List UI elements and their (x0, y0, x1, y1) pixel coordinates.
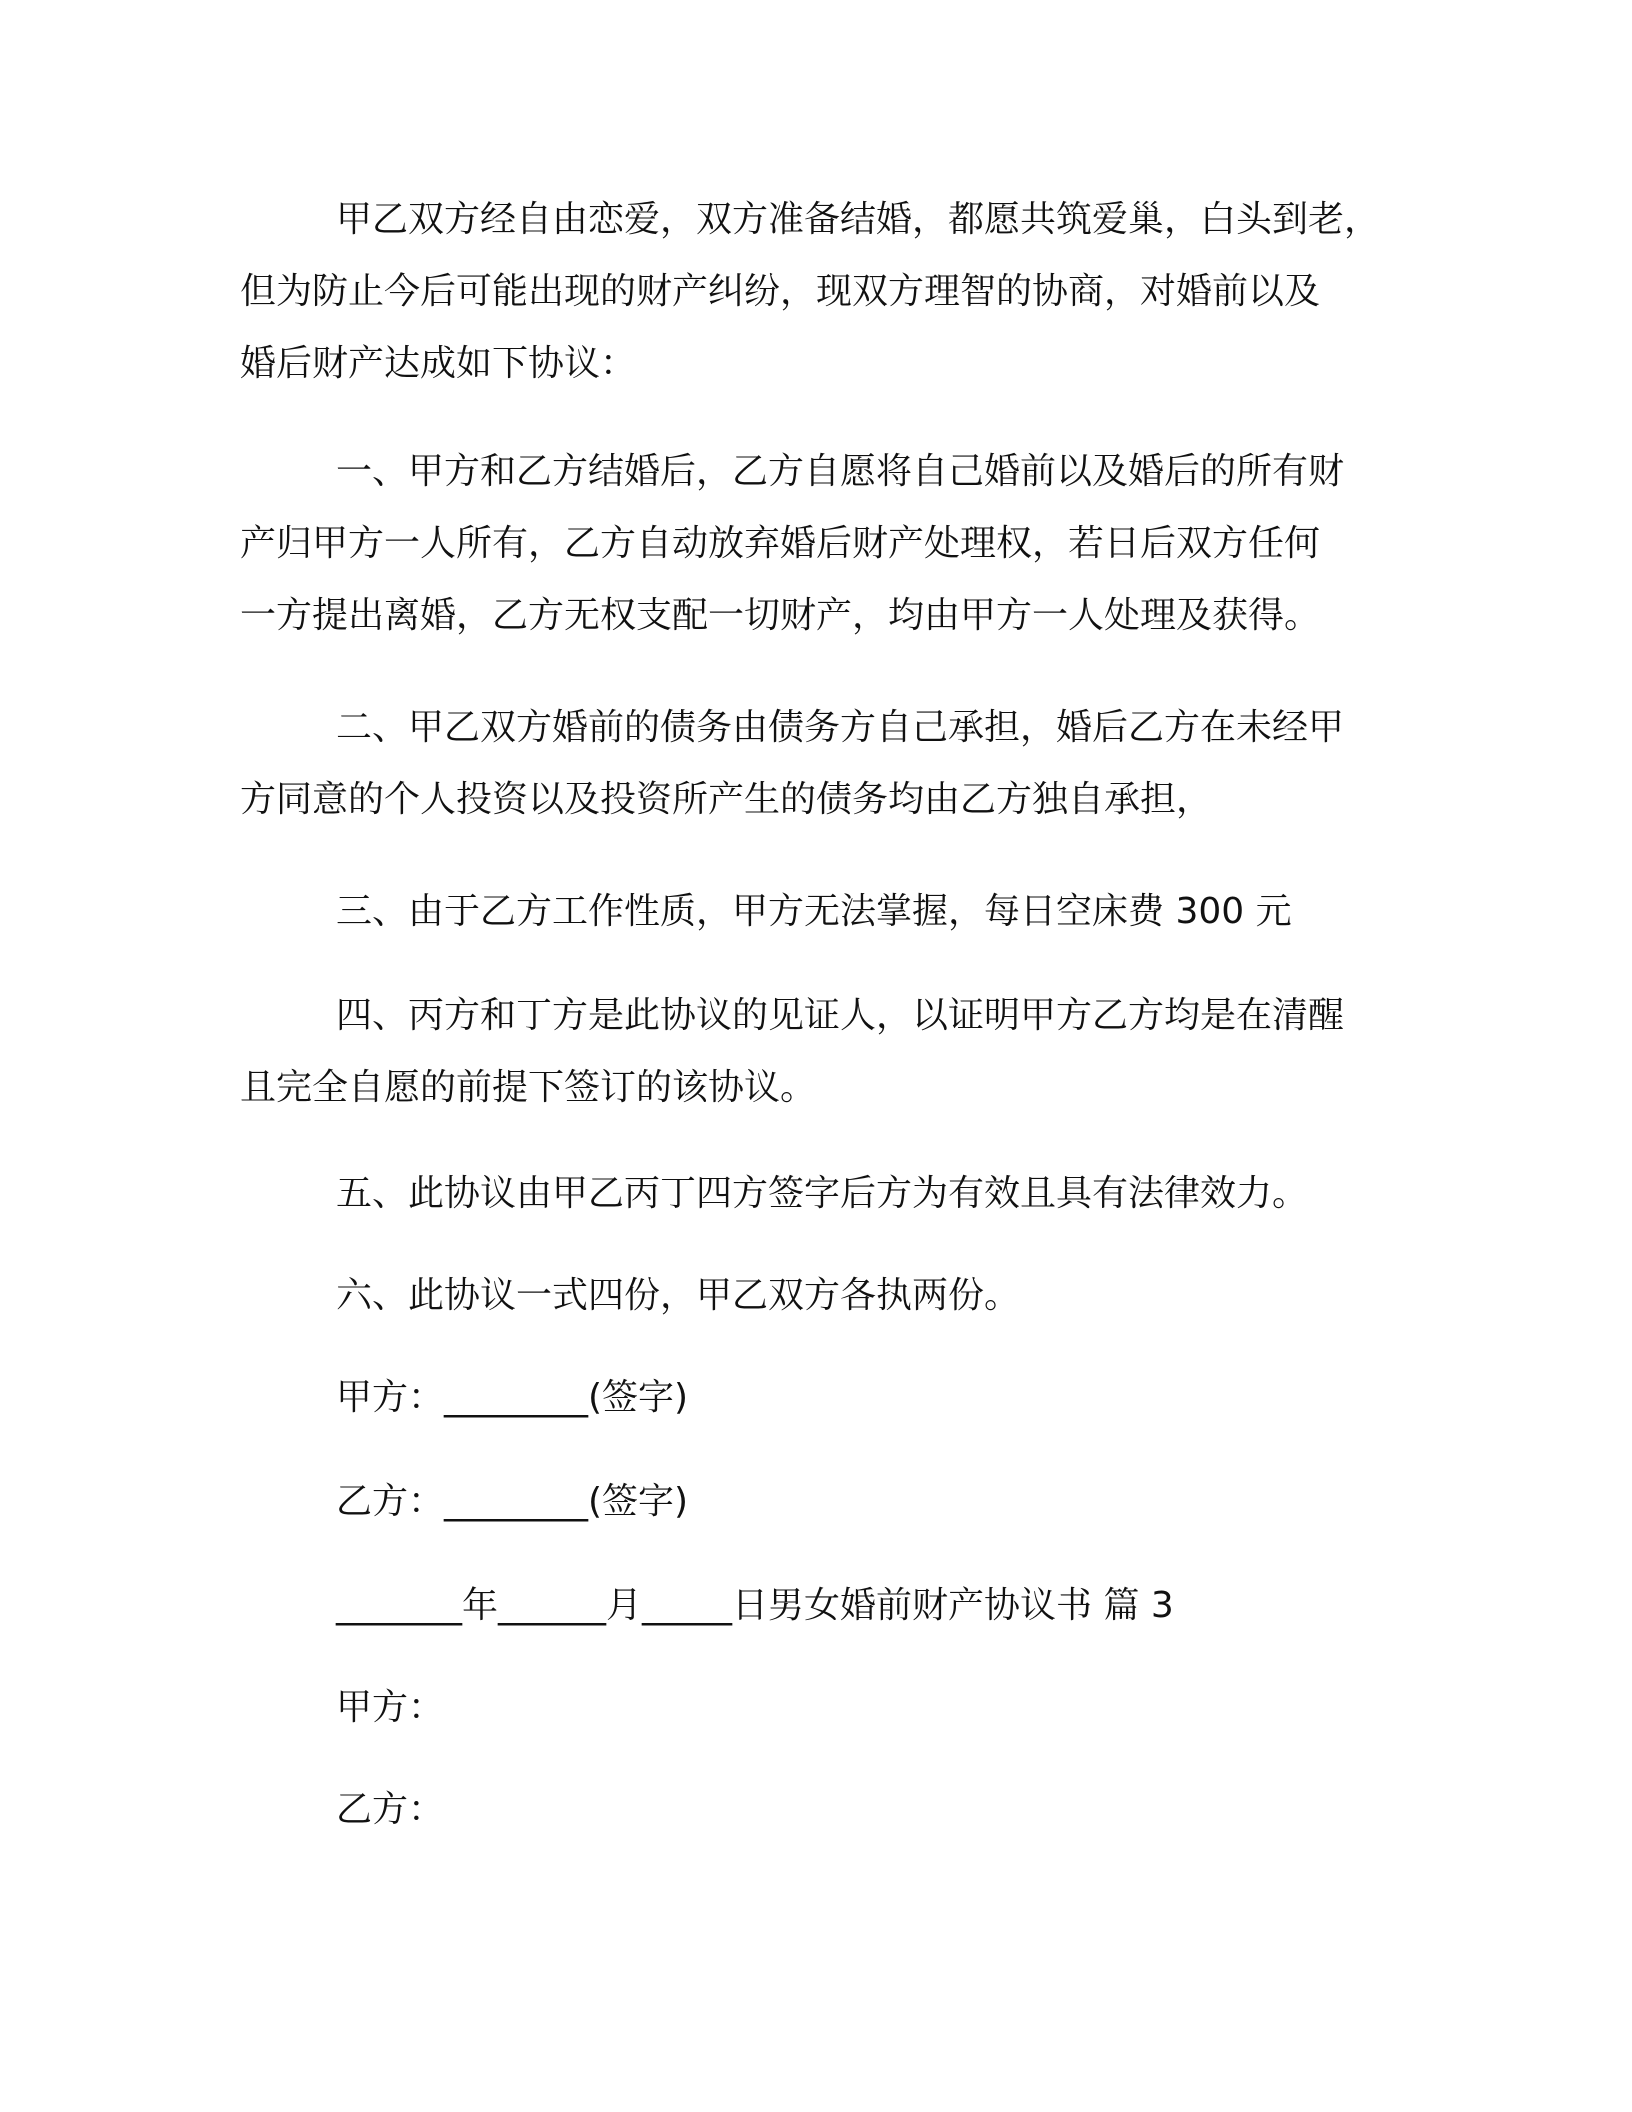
intro-line-2: 但为防止今后可能出现的财产纠纷，现双方理智的协商，对婚前以及 (240, 271, 1321, 312)
clause-4-line-1: 四、丙方和丁方是此协议的见证人，以证明甲方乙方均是在清醒 (336, 995, 1345, 1036)
clause-2-line-1: 二、甲乙双方婚前的债务由债务方自己承担，婚后乙方在未经甲 (336, 707, 1345, 748)
clause-1-line-1: 一、甲方和乙方结婚后，乙方自愿将自己婚前以及婚后的所有财 (336, 451, 1345, 492)
clause-2-line-2: 方同意的个人投资以及投资所产生的债务均由乙方独自承担， (240, 779, 1213, 820)
date-and-next-title: _______年______月_____日男女婚前财产协议书 篇 3 (336, 1585, 1174, 1626)
clause-6: 六、此协议一式四份，甲乙双方各执两份。 (336, 1275, 1021, 1316)
intro-line-3: 婚后财产达成如下协议： (240, 343, 637, 384)
clause-4-line-2: 且完全自愿的前提下签订的该协议。 (240, 1067, 817, 1108)
clause-1-line-3: 一方提出离婚，乙方无权支配一切财产，均由甲方一人处理及获得。 (240, 595, 1321, 636)
party-b-label: 乙方： (336, 1789, 445, 1830)
party-a-signature: 甲方：________(签字) (336, 1377, 689, 1418)
party-b-signature: 乙方：________(签字) (336, 1481, 689, 1522)
party-a-label: 甲方： (336, 1687, 445, 1728)
clause-5: 五、此协议由甲乙丙丁四方签字后方为有效且具有法律效力。 (336, 1173, 1309, 1214)
clause-1-line-2: 产归甲方一人所有，乙方自动放弃婚后财产处理权，若日后双方任何 (240, 523, 1321, 564)
clause-3: 三、由于乙方工作性质，甲方无法掌握，每日空床费 300 元 (336, 891, 1292, 932)
intro-line-1: 甲乙双方经自由恋爱，双方准备结婚，都愿共筑爱巢，白头到老， (336, 199, 1381, 240)
